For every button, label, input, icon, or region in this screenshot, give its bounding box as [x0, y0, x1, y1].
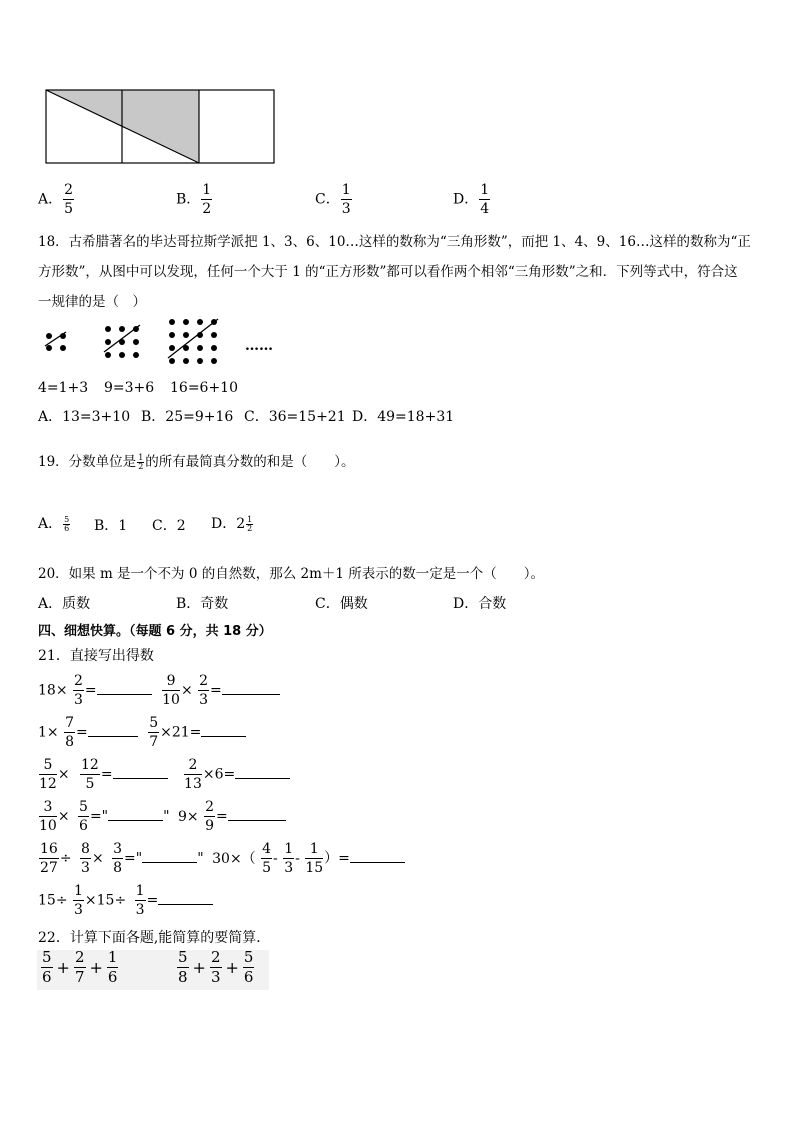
- fraction: $\frac{16}{27}$: [40, 841, 58, 876]
- option-label: A．: [38, 191, 63, 208]
- fraction: $\frac{8}{3}$: [81, 841, 90, 876]
- q17-option-a[interactable]: [38, 183, 75, 216]
- answer-blank[interactable]: [97, 680, 152, 695]
- fraction: $\frac{5}{6}$: [79, 799, 88, 834]
- q18-caption-3: 16=6+10: [170, 380, 238, 396]
- unit-fraction: $\frac{1}{2}$: [138, 453, 144, 471]
- q19-option-d[interactable]: D．2 $\frac{1}{2}$: [211, 514, 253, 533]
- q20-option-c[interactable]: C．偶数: [315, 596, 368, 612]
- fraction: $\frac{2}{9}$: [205, 799, 215, 834]
- fraction: $\frac{1}{2}$: [247, 514, 253, 533]
- fraction: $\frac{4}{5}$: [262, 841, 272, 876]
- q21-row-6: 15÷ $\frac{1}{3}$ ×15÷ $\frac{1}{3}$ =: [38, 884, 213, 917]
- fraction: $\frac{12}{5}$: [81, 757, 99, 792]
- q22-expression-2: $\frac{5}{8}$ + $\frac{2}{3}$ + $\frac{5}{6}$: [178, 948, 254, 986]
- fraction: $\frac{1}{3}$: [74, 883, 83, 918]
- section-heading: 四、细想快算。（每题 6 分，共 18 分）: [38, 624, 272, 639]
- dot-grid-4x4: [168, 319, 218, 364]
- q18-option-c[interactable]: C．36=15+21: [244, 409, 346, 425]
- rectangle-shading-figure: [45, 89, 277, 165]
- fraction: $\frac{7}{8}$: [65, 715, 75, 750]
- q19-question: 19．分数单位是 $\frac{1}{2}$ 的所有最简真分数的和是（ ）。: [38, 453, 355, 471]
- q18-option-b[interactable]: B．25=9+16: [141, 409, 234, 425]
- q18-text-line2: 方形数”，从图中可以发现，任何一个大于 1 的“正方形数”都可以看作两个相邻“三角形数”之和．下列等式中，符合这: [38, 264, 738, 280]
- q18-text-line3: 一规律的是（ ）: [38, 294, 146, 310]
- q18-option-d[interactable]: D．49=18+31: [352, 409, 455, 425]
- q18-ellipsis: ……: [245, 338, 273, 354]
- answer-blank[interactable]: [235, 764, 290, 779]
- q20-option-a[interactable]: A．质数: [38, 596, 91, 612]
- fraction: $\frac{1}{3}$: [284, 841, 294, 876]
- answer-blank[interactable]: [142, 848, 197, 863]
- fraction: $\frac{1}{3}$: [341, 182, 351, 217]
- q18-option-a[interactable]: A．13=3+10: [38, 409, 131, 425]
- q20-question: 20．如果 m 是一个不为 0 的自然数，那么 2m＋1 所表示的数一定是一个（ ）。: [38, 566, 545, 582]
- answer-blank[interactable]: [108, 806, 163, 821]
- q19-option-c[interactable]: C．2: [152, 518, 186, 534]
- q21-row-3: $\frac{5}{12}$ × $\frac{12}{5}$ = $\frac{2}{13}$ ×6=: [38, 758, 290, 791]
- q21-row-1: 18× $\frac{2}{3}$ = $\frac{9}{10}$ × $\frac{2}{3}$ =: [38, 674, 280, 707]
- fraction: $\frac{2}{3}$: [74, 673, 83, 708]
- q21-title: 21．直接写出得数: [38, 648, 154, 664]
- fraction: $\frac{2}{5}$: [64, 182, 74, 217]
- fraction: $\frac{1}{15}$: [305, 841, 324, 876]
- q21-row-4: $\frac{3}{10}$ × $\frac{5}{6}$ =" " 9× $\frac{2}{9}$ =: [38, 800, 286, 833]
- fraction: $\frac{3}{8}$: [113, 841, 123, 876]
- dot-grid-2x2: [45, 332, 66, 351]
- q18-caption-1: 4=1+3: [38, 380, 89, 396]
- dot-grid-3x3: [104, 325, 140, 358]
- fraction: $\frac{9}{10}$: [162, 673, 180, 708]
- q19-option-a[interactable]: A． $\frac{5}{6}$: [38, 514, 70, 533]
- fraction: $\frac{1}{2}$: [202, 182, 212, 217]
- fraction: $\frac{5}{6}$: [64, 514, 70, 533]
- fraction: $\frac{3}{10}$: [39, 799, 57, 834]
- q17-option-c[interactable]: [315, 183, 353, 216]
- q19-option-b[interactable]: B．1: [94, 518, 128, 534]
- fraction: $\frac{1}{4}$: [480, 182, 490, 217]
- fraction: $\frac{5}{12}$: [39, 757, 57, 792]
- square-numbers-dot-figure: [38, 316, 278, 366]
- fraction: $\frac{1}{3}$: [135, 883, 145, 918]
- answer-blank[interactable]: [158, 890, 213, 905]
- q20-option-b[interactable]: B．奇数: [176, 596, 229, 612]
- answer-blank[interactable]: [113, 764, 168, 779]
- q18-text-line1: 18．古希腊著名的毕达哥拉斯学派把 1、3、6、10…这样的数称为“三角形数”，而把 1、4、9、16…这样的数称为“正: [38, 234, 751, 250]
- answer-blank[interactable]: [222, 680, 280, 695]
- q22-title: 22．计算下面各题,能简算的要简算．: [38, 930, 271, 946]
- answer-blank[interactable]: [88, 722, 138, 737]
- answer-blank[interactable]: [350, 848, 405, 863]
- q17-option-d[interactable]: [453, 183, 491, 216]
- q21-row-5: $\frac{16}{27}$ ÷ $\frac{8}{3}$ × $\frac{3}{8}$ =" " 30×（ $\frac{4}{5}$ - $\frac{1}{3}$ - $\frac{1}{15}$ ）=: [38, 842, 405, 875]
- option-label: D．: [453, 191, 479, 208]
- option-label: B．: [176, 191, 201, 208]
- fraction: $\frac{2}{13}$: [184, 757, 202, 792]
- answer-blank[interactable]: [201, 722, 246, 737]
- q20-option-d[interactable]: D．合数: [453, 596, 507, 612]
- q17-option-b[interactable]: [176, 183, 213, 216]
- fraction: $\frac{2}{3}$: [199, 673, 209, 708]
- option-label: C．: [315, 191, 340, 208]
- q21-row-2: 1× $\frac{7}{8}$ = $\frac{5}{7}$ ×21=: [38, 716, 246, 749]
- q22-expression-1: $\frac{5}{6}$ + $\frac{2}{7}$ + $\frac{1}{6}$: [42, 948, 118, 986]
- answer-blank[interactable]: [228, 806, 286, 821]
- q18-caption-2: 9=3+6: [104, 380, 155, 396]
- q22-expressions: [37, 950, 269, 990]
- fraction: $\frac{5}{7}$: [149, 715, 159, 750]
